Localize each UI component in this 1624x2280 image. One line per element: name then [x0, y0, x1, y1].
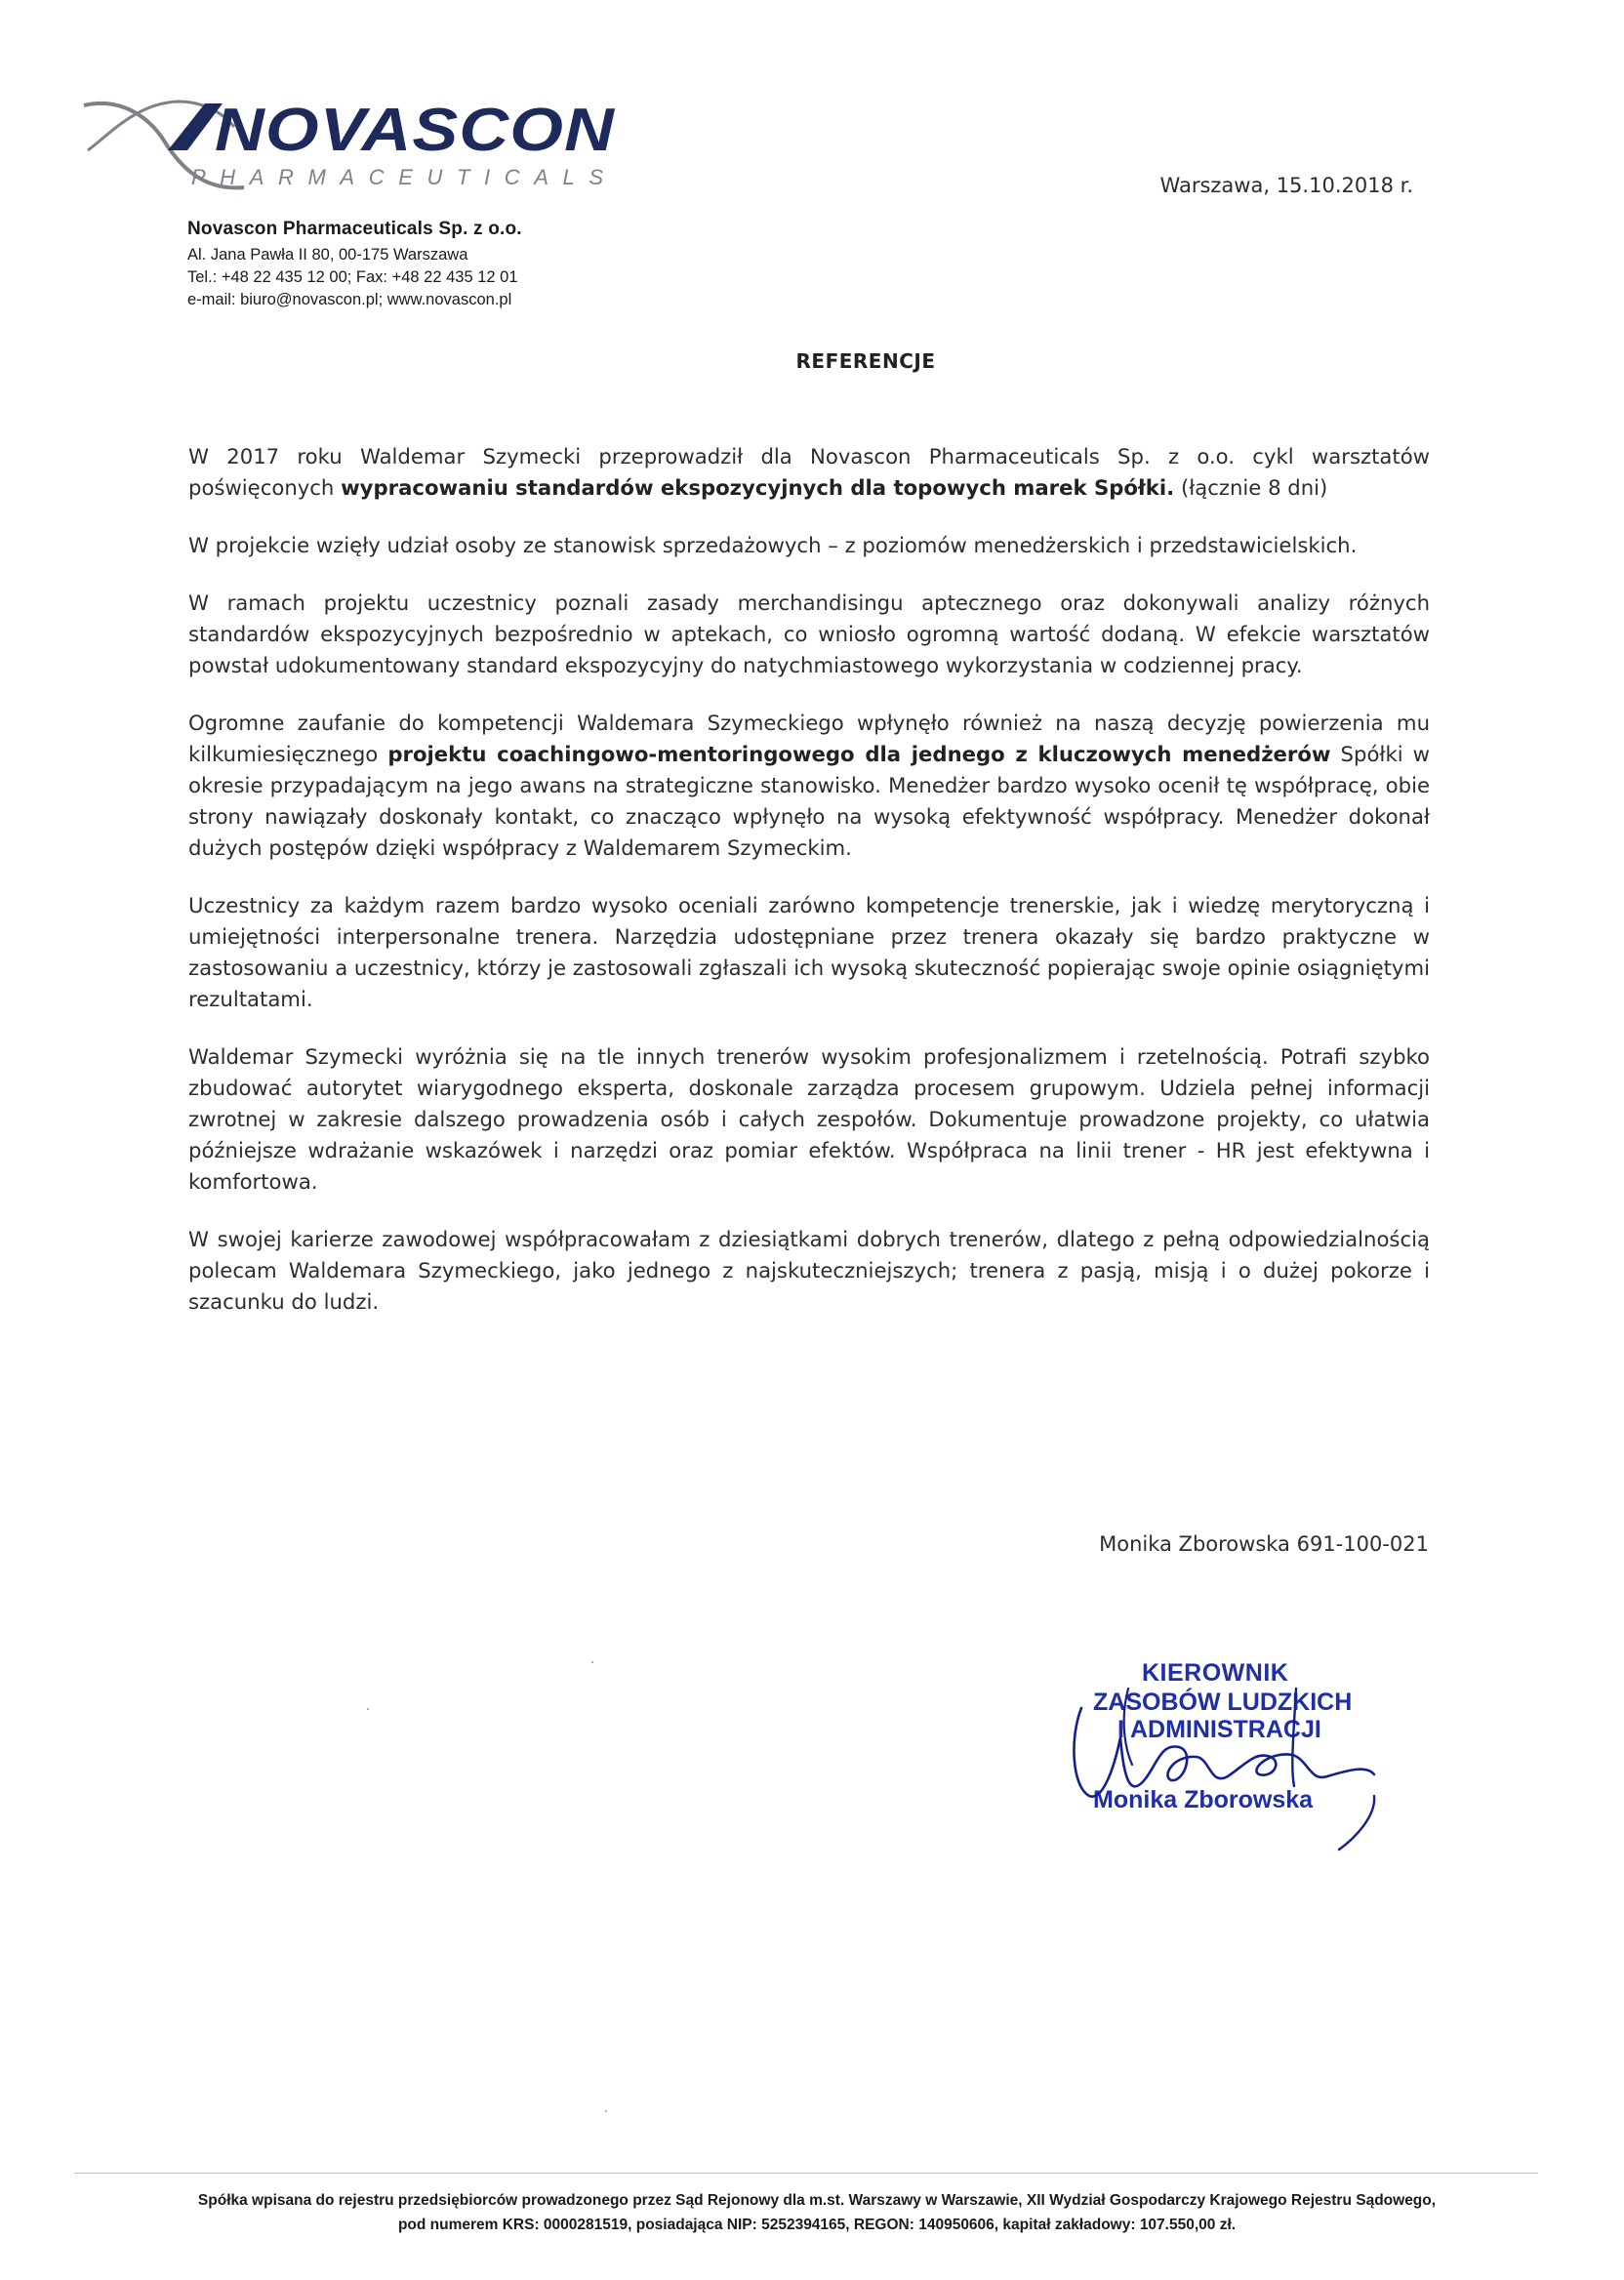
company-details	[187, 215, 522, 311]
scan-speck	[605, 2110, 607, 2112]
stamp-line-1: KIEROWNIK	[1142, 1659, 1289, 1687]
company-email: e-mail: biuro@novascon.pl; www.novascon.pl	[187, 291, 512, 308]
hr-stamp	[1064, 1649, 1396, 1854]
signer-name: Monika Zborowska 691-100-021	[1099, 1532, 1429, 1556]
paragraph-1: W 2017 roku Waldemar Szymecki przeprowadził dla Novascon Pharmaceuticals Sp. z o.o. cykl warsztatów poświęconych wypracowaniu standardów ekspozycyjnych dla topowych marek Spółki. (łącznie 8 dni)	[188, 444, 1430, 500]
company-address: Al. Jana Pawła II 80, 00-175 Warszawa	[187, 246, 468, 264]
logo-word: NOVASCON	[215, 97, 616, 164]
signature-icon	[1064, 1649, 1396, 1854]
paragraph-3: W ramach projektu uczestnicy poznali zasady merchandisingu aptecznego oraz dokonywali analizy różnych standardów ekspozycyjnych bezpośrednio w aptekach, co wniosło ogromną wartość dodaną. W efekcie warsztatów powstał udokumentowany standard ekspozycyjny do natychmiastowego wykorzystania w codziennej pracy.	[188, 590, 1430, 677]
paragraph-7: W swojej karierze zawodowej współpracowałam z dziesiątkami dobrych trenerów, dlatego z pełną odpowiedzialnością polecam Waldemara Szymeckiego, jako jednego z najskuteczniejszych; trenera z pasją, misją i o dużej pokorze i szacunku do ludzi.	[188, 1227, 1430, 1314]
paragraph-5: Uczestnicy za każdym razem bardzo wysoko oceniali zarówno kompetencje trenerskie, jak i wiedzę merytoryczną i umiejętności interpersonalne trenera. Narzędzia udostępniane przez trenera okazały się bardzo praktyczne w zastosowaniu a uczestnicy, którzy je zastosowali zgłaszali ich wysoką skuteczność popierając swoje opinie osiągniętymi rezultatami.	[188, 893, 1430, 1011]
paragraph-2: W projekcie wzięły udział osoby ze stanowisk sprzedażowych – z poziomów menedżerskich i przedstawicielskich.	[188, 533, 1358, 557]
letter-body	[188, 441, 1430, 1344]
stamp-line-4: Monika Zborowska	[1093, 1786, 1314, 1813]
footer-line-1: Spółka wpisana do rejestru przedsiębiorców prowadzonego przez Sąd Rejonowy dla m.st. Warszawy w Warszawie, XII Wydział Gospodarczy Krajowego Rejestru Sądowego,	[197, 2192, 1437, 2209]
footer-divider	[74, 2173, 1538, 2174]
letter-date: Warszawa, 15.10.2018 r.	[1159, 174, 1413, 197]
stamp-line-3: I ADMINISTRACJI	[1117, 1716, 1321, 1743]
letter-title: REFERENCJE	[795, 349, 936, 373]
footer-line-2: pod numerem KRS: 0000281519, posiadająca NIP: 5252394165, REGON: 140950606, kapitał zakładowy: 107.550,00 zł.	[397, 2217, 1237, 2233]
novascon-logo-icon	[78, 94, 625, 195]
scan-speck	[367, 1708, 369, 1710]
footer-registry	[0, 2188, 1624, 2237]
company-name: Novascon Pharmaceuticals Sp. z o.o.	[187, 219, 522, 239]
stamp-line-2: ZASOBÓW LUDZKICH	[1093, 1689, 1353, 1716]
paragraph-6: Waldemar Szymecki wyróżnia się na tle innych trenerów wysokim profesjonalizmem i rzetelnością. Potrafi szybko zbudować autorytet wiarygodnego eksperta, doskonale zarządza procesem grupowym. Udziela pełnej informacji zwrotnej w zakresie dalszego prowadzenia osób i całych zespołów. Dokumentuje prowadzone projekty, co ułatwia późniejsze wdrażanie wskazówek i narzędzi oraz pomiar efektów. Współpraca na linii trener - HR jest efektywna i komfortowa.	[188, 1044, 1430, 1194]
paragraph-4: Ogromne zaufanie do kompetencji Waldemara Szymeckiego wpłynęło również na naszą decyzję powierzenia mu kilkumiesięcznego projektu coachingowo-mentoringowego dla jednego z kluczowych menedżerów Spółki w okresie przypadającym na jego awans na strategiczne stanowisko. Menedżer bardzo wysoko ocenił tę współpracę, obie strony nawiązały doskonały kontakt, co znacząco wpłynęło na wysoką efektywność współpracy. Menedżer dokonał dużych postępów dzięki współpracy z Waldemarem Szymeckim.	[188, 711, 1430, 860]
company-phone: Tel.: +48 22 435 12 00; Fax: +48 22 435 12 01	[187, 268, 518, 286]
company-logo	[78, 94, 625, 195]
scan-speck	[591, 1661, 593, 1663]
logo-subword: PHARMACEUTICALS	[191, 165, 615, 189]
